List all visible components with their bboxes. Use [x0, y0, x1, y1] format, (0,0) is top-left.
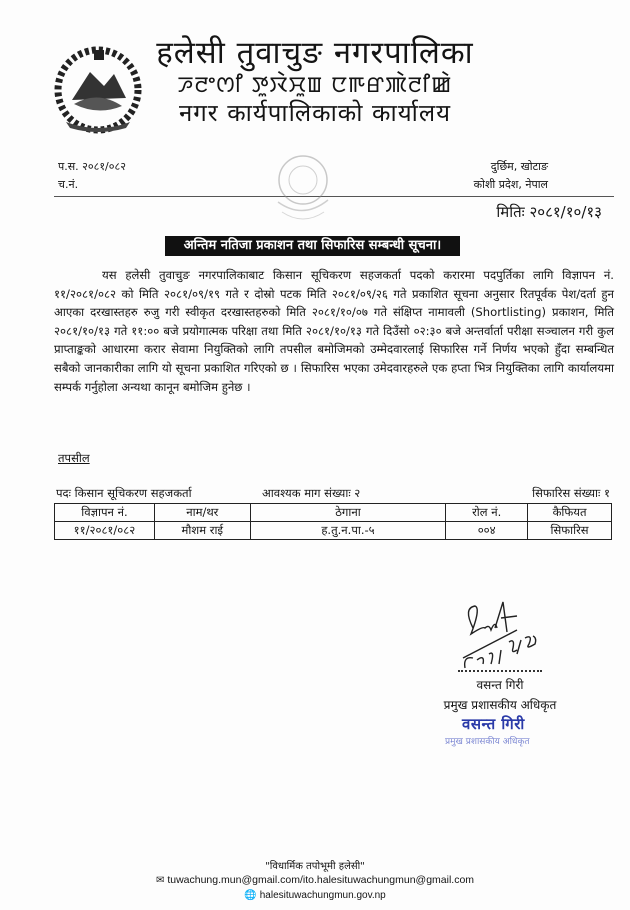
cell-remarks: सिफारिस: [528, 522, 612, 540]
details-heading: तपसील: [58, 451, 90, 465]
footer-email-line: [0, 874, 630, 886]
municipality-name-script: ꯍꯂꯦꯁꯤ ꯇꯨꯋꯥꯆꯨꯡ ꯅꯒꯔꯄꯥꯂꯤꯀꯥ: [177, 73, 453, 98]
post-summary: [54, 486, 614, 502]
reference-number: प.स. २०८१/०८२: [58, 160, 126, 173]
seal-title: प्रमुख प्रशासकीय अधिकृत: [445, 737, 530, 747]
recommendation-table: [54, 503, 612, 540]
nepal-emblem-icon: [52, 42, 144, 134]
recommended-count: सिफारिस संख्याः १: [532, 486, 610, 500]
header-address: ठेगाना: [250, 504, 446, 522]
signer-title: प्रमुख प्रशासकीय अधिकृत: [443, 698, 557, 712]
footer-website[interactable]: halesituwachungmun.gov.np: [259, 890, 386, 901]
footer-motto: "विधार्मिक तपोभूमी हलेसी": [265, 861, 365, 872]
cell-name: मौशम राई: [154, 522, 250, 540]
notice-title: अन्तिम नतिजा प्रकाशन तथा सिफारिस सम्बन्धी सूचना।: [165, 236, 460, 256]
footer-web-line: [0, 890, 630, 901]
notice-body: यस हलेसी तुवाचुङ नगरपालिकाबाट किसान सूचिकरण सहजकर्ता पदको करारमा पदपुर्तिका लागि विज्ञापन नं. ११/२०८१/०८२ को मिति २०८१/०९/१९ गते र दोस्रो पटक मिति २०८१/०९/२६ गते प्रकाशित सूचना अनुसार रितपूर्वक पेश/दर्ता हुन आएका दरखास्तहरु रुजु गरी स्वीकृत दरखास्तहरुको मिति २०८१/१०/०७ गते संक्षिप्त नामावली (Shortlisting) प्रकाशन, मिति २०८१/१०/१३ गते ११:०० बजे प्रयोगात्मक परिक्षा तथा मिति २०८१/१०/१३ गते दिउँसो ०२:३० बजे अन्तर्वार्ता परीक्षा सञ्चालन गरी कुल प्राप्ताङ्कको आधारमा करार सेवामा नियुक्तिको लागि तपसील बमोजिमको उम्मेदवारलाई सिफारिस गर्ने निर्णय भएको हुँदा सम्बन्धित सबैको जानकारीका लागि यो सूचना प्रकाशित गरिएको छ । सिफारिस भएका उमेदवारहरुले एक हप्ता भित्र नियुक्तिका लागि कार्यालयमा सम्पर्क गर्नुहोला अन्यथा कानून बमोजिम हुनेछ ।: [54, 268, 614, 394]
municipality-name: हलेसी तुवाचुङ नगरपालिका: [156, 35, 474, 71]
footer-email[interactable]: tuwachung.mun@gmail.com/ito.halesituwachungmun@gmail.com: [167, 874, 475, 886]
header-remarks: कैफियत: [528, 504, 612, 522]
cell-roll-number: ००४: [446, 522, 528, 540]
address-line-2: कोशी प्रदेश, नेपाल: [473, 178, 548, 191]
mail-icon: ✉: [155, 875, 165, 886]
required-count: आवश्यक माग संख्याः २: [262, 486, 361, 500]
table-header-row: [55, 504, 612, 522]
address-line-1: दुर्छिम, खोटाङ: [490, 160, 548, 173]
seal-name: वसन्त गिरी: [462, 715, 525, 733]
post-name: पदः किसान सूचिकरण सहजकर्ता: [56, 486, 192, 500]
handwritten-signature: [455, 598, 575, 678]
office-name: नगर कार्यपालिकाको कार्यालय: [178, 99, 452, 127]
cell-ad-number: ११/२०८१/०८२: [55, 522, 155, 540]
issue-date: मितिः २०८१/१०/१३: [496, 203, 602, 221]
dispatch-number: च.नं.: [58, 178, 79, 191]
header-name: नाम/थर: [154, 504, 250, 522]
header-roll-number: रोल नं.: [446, 504, 528, 522]
table-row: [55, 522, 612, 540]
signature-line: [458, 670, 542, 672]
globe-icon: 🌐: [244, 890, 257, 901]
signer-name: वसन्त गिरी: [476, 678, 524, 692]
office-stamp-icon: [258, 140, 348, 230]
cell-address: ह.तु.न.पा.-५: [250, 522, 446, 540]
header-ad-number: विज्ञापन नं.: [55, 504, 155, 522]
